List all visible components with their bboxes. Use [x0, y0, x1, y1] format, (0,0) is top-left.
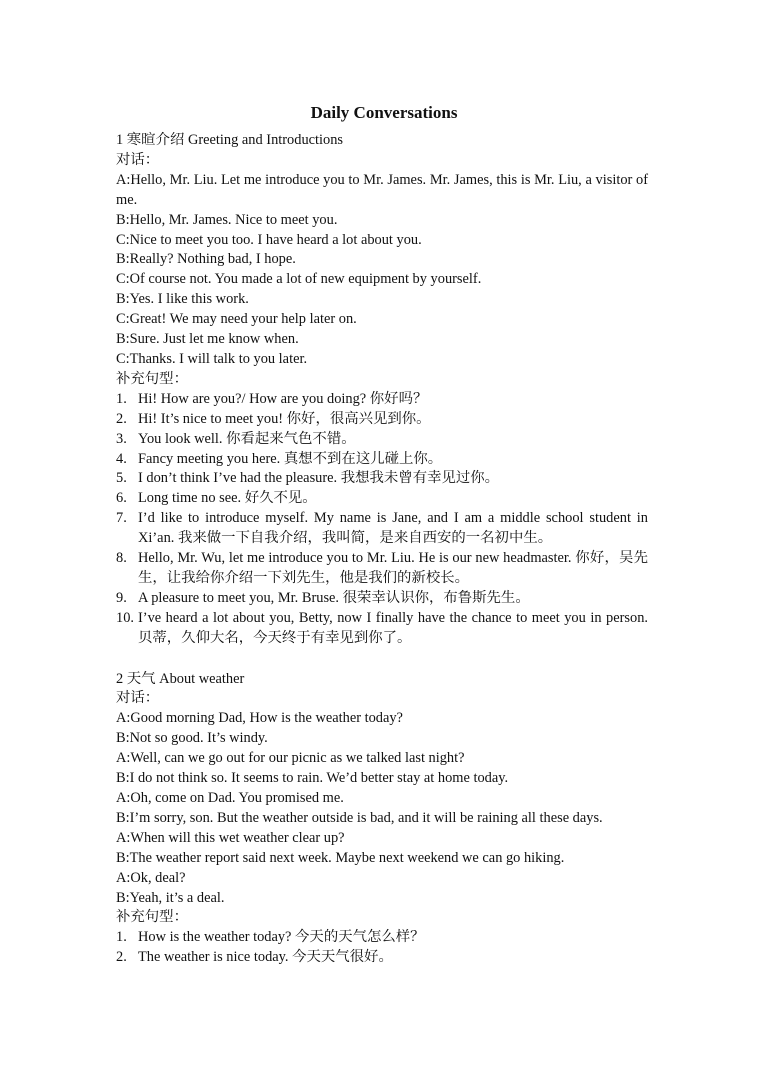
dialogue-line: B:Not so good. It’s windy.	[116, 730, 268, 747]
section-heading: 2 天气 About weather	[116, 670, 245, 687]
phrase-item	[116, 450, 648, 470]
phrase-number: 9.	[116, 589, 127, 606]
phrase-list	[116, 390, 648, 649]
dialogue-line: B:Hello, Mr. James. Nice to meet you.	[116, 211, 338, 228]
phrase-text: You look well. 你看起来气色不错。	[138, 430, 356, 447]
dialogue-line: B:Really? Nothing bad, I hope.	[116, 251, 296, 268]
phrase-number: 2.	[116, 949, 127, 966]
dialogue-line: A:Ok, deal?	[116, 869, 186, 886]
phrase-number: 3.	[116, 430, 127, 447]
phrase-item	[116, 489, 648, 509]
phrase-text: I don’t think I’ve had the pleasure. 我想我未曾有幸见过你。	[138, 470, 500, 487]
dialogue-line: A:Good morning Dad, How is the weather today?	[116, 710, 403, 727]
phrases-label: 补充句型：	[116, 370, 188, 387]
phrase-text: I’ve heard a lot about you, Betty, now I finally have the chance to meet you in person. 贝蒂，久仰大名，今天终于有幸见到你了。	[138, 609, 648, 646]
phrase-text: Hi! How are you?/ How are you doing? 你好吗？	[138, 390, 428, 407]
dialogue-line: A:When will this wet weather clear up?	[116, 829, 345, 846]
phrase-list	[116, 928, 648, 968]
phrase-number: 2.	[116, 410, 127, 427]
phrase-item	[116, 390, 648, 410]
section-heading: 1 寒暄介绍 Greeting and Introductions	[116, 132, 344, 148]
phrase-item	[116, 589, 648, 609]
dialogue-line: C:Great! We may need your help later on.	[116, 311, 357, 328]
phrase-item	[116, 549, 648, 589]
phrase-number: 6.	[116, 490, 127, 507]
section-weather	[116, 670, 648, 969]
phrase-number: 1.	[116, 929, 127, 946]
dialogue-label: 对话：	[116, 690, 160, 707]
phrase-text: A pleasure to meet you, Mr. Bruse. 很荣幸认识你，布鲁斯先生。	[138, 589, 530, 606]
dialogue-line: B:Yes. I like this work.	[116, 291, 249, 308]
phrase-text: Long time no see. 好久不见。	[138, 490, 317, 507]
phrase-text: The weather is nice today. 今天天气很好。	[138, 949, 393, 966]
phrase-item	[116, 410, 648, 430]
dialogue-line: A:Oh, come on Dad. You promised me.	[116, 790, 344, 806]
phrase-item	[116, 948, 648, 968]
section-spacer	[116, 649, 648, 670]
phrase-item	[116, 430, 648, 450]
phrase-text: Hi! It’s nice to meet you! 你好，很高兴见到你。	[138, 410, 431, 427]
phrase-number: 5.	[116, 470, 127, 487]
dialogue-line: B:I do not think so. It seems to rain. We’d better stay at home today.	[116, 770, 509, 787]
document-page	[116, 102, 648, 968]
phrase-item	[116, 469, 648, 489]
document-title: Daily Conversations	[310, 103, 458, 122]
phrase-item	[116, 928, 648, 948]
dialogue-line: B:Sure. Just let me know when.	[116, 331, 299, 348]
phrase-text: I’d like to introduce myself. My name is Jane, and I am a middle school student in Xi’an. 我来做一下自我介绍，我叫简，是来自西安的一名初中生。	[138, 510, 648, 547]
phrase-text: Hello, Mr. Wu, let me introduce you to Mr. Liu. He is our new headmaster. 你好，吴先生，让我给你介绍一下刘先生，他是我们的新校长。	[138, 550, 648, 586]
dialogue-line: B:I’m sorry, son. But the weather outside is bad, and it will be raining all these days.	[116, 809, 603, 826]
dialogue-line: C:Nice to meet you too. I have heard a lot about you.	[116, 231, 422, 248]
dialogue-label: 对话：	[116, 151, 160, 168]
dialogue-line: B:Yeah, it’s a deal.	[116, 889, 225, 906]
phrase-number: 7.	[116, 510, 127, 527]
dialogue-line: B:The weather report said next week. Maybe next weekend we can go hiking.	[116, 849, 565, 866]
section-greetings	[116, 131, 648, 649]
phrase-text: How is the weather today? 今天的天气怎么样？	[138, 929, 425, 946]
phrase-item	[116, 609, 648, 649]
phrase-number: 8.	[116, 550, 127, 567]
dialogue-line: C:Of course not. You made a lot of new equipment by yourself.	[116, 271, 482, 288]
phrase-text: Fancy meeting you here. 真想不到在这儿碰上你。	[138, 450, 443, 467]
phrase-number: 4.	[116, 450, 127, 467]
phrase-number: 1.	[116, 390, 127, 407]
dialogue-line: A:Well, can we go out for our picnic as we talked last night?	[116, 750, 465, 767]
dialogue-line: A:Hello, Mr. Liu. Let me introduce you to Mr. James. Mr. James, this is Mr. Liu, a visitor of me.	[116, 171, 648, 208]
phrase-number: 10.	[116, 609, 134, 626]
dialogue-line: C:Thanks. I will talk to you later.	[116, 350, 308, 367]
phrase-item	[116, 509, 648, 549]
phrases-label: 补充句型：	[116, 909, 188, 926]
